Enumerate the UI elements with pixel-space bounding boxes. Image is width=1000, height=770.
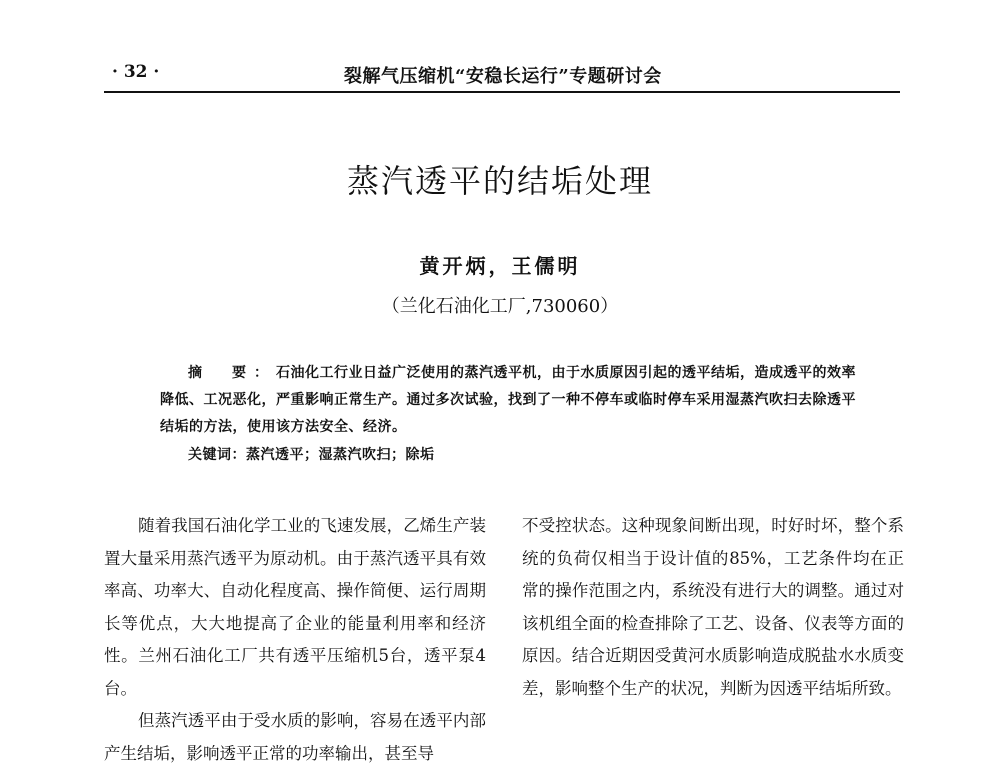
page-header [104, 62, 900, 87]
left-column [104, 510, 486, 770]
body-paragraph: 但蒸汽透平由于受水质的影响，容易在透平内部产生结垢，影响透平正常的功率输出，甚至导 [104, 711, 486, 763]
abstract-text: 石油化工行业日益广泛使用的蒸汽透平机，由于水质原因引起的透平结垢，造成透平的效率降低、工况恶化，严重影响正常生产。通过多次试验，找到了一种不停车或临时停车采用湿蒸汽吹扫去除透平结垢的方法，使用该方法安全、经济。 [160, 365, 856, 435]
body-paragraph: 不受控状态。这种现象间断出现，时好时坏，整个系统的负荷仅相当于设计值的85%，工艺条件均在正常的操作范围之内，系统没有进行大的调整。通过对该机组全面的检查排除了工艺、设备、仪表等方面的原因。结合近期因受黄河水质影响造成脱盐水水质变差，影响整个生产的状况，判断为因透平结垢所致。 [522, 516, 904, 698]
keywords-label: 关键词： [188, 447, 246, 463]
affiliation: （兰化石油化工厂,730060） [381, 296, 619, 317]
paper-title: 蒸汽透平的结垢处理 [346, 162, 653, 200]
keywords [188, 444, 848, 464]
keywords-text: 蒸汽透平；湿蒸汽吹扫；除垢 [246, 447, 435, 463]
abstract [160, 360, 860, 441]
abstract-label: 摘 要： [188, 365, 276, 381]
right-column [522, 510, 904, 705]
running-title: 裂解气压缩机“安稳长运行”专题研讨会 [344, 66, 662, 87]
header-rule [104, 91, 900, 93]
body-paragraph: 随着我国石油化学工业的飞速发展，乙烯生产装置大量采用蒸汽透平为原动机。由于蒸汽透平具有效率高、功率大、自动化程度高、操作简便、运行周期长等优点，大大地提高了企业的能量利用率和经济性。兰州石油化工厂共有透平压缩机5台，透平泵4台。 [104, 516, 486, 698]
page-number: · 32 · [112, 62, 160, 82]
authors: 黄开炳，王儒明 [419, 254, 581, 278]
